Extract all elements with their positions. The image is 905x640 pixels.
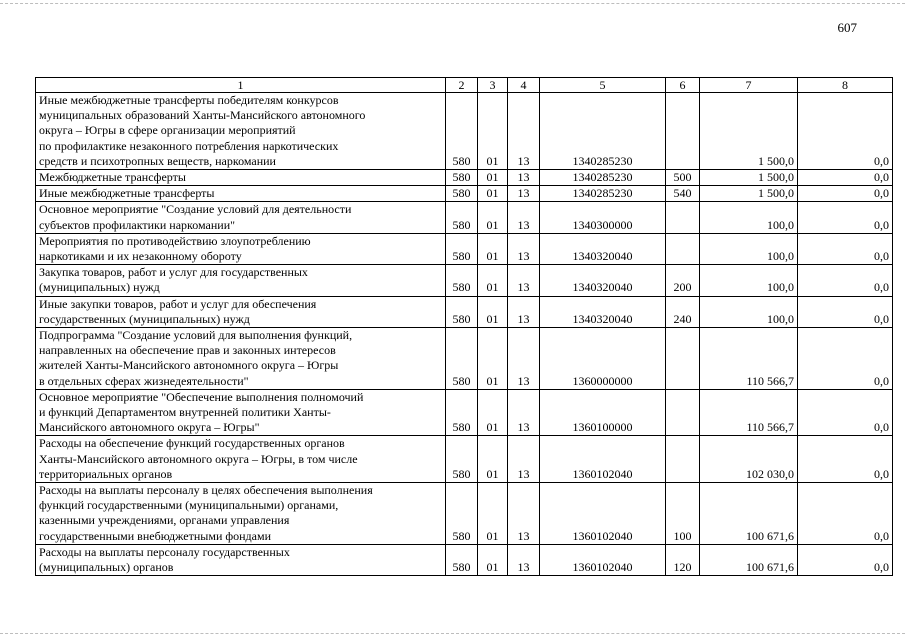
section-cell: 01 xyxy=(478,170,508,186)
budget-table xyxy=(35,77,893,576)
row-name-cell: Межбюджетные трансферты xyxy=(36,170,446,186)
section-cell: 01 xyxy=(478,389,508,436)
amount-2-cell: 0,0 xyxy=(798,328,893,390)
section-cell: 01 xyxy=(478,328,508,390)
amount-cell: 110 566,7 xyxy=(700,389,798,436)
section-cell: 01 xyxy=(478,544,508,575)
amount-2-cell: 0,0 xyxy=(798,202,893,233)
table-row xyxy=(36,93,893,170)
target-article-cell: 1360102040 xyxy=(540,544,666,575)
scan-artifact-top xyxy=(0,3,905,4)
target-article-cell: 1340300000 xyxy=(540,202,666,233)
row-name-cell: Иные межбюджетные трансферты xyxy=(36,186,446,202)
header-col-1: 1 xyxy=(36,78,446,93)
expense-type-cell xyxy=(666,328,700,390)
table-header-row xyxy=(36,78,893,93)
amount-cell: 100,0 xyxy=(700,233,798,264)
target-article-cell: 1340285230 xyxy=(540,93,666,170)
subsection-cell: 13 xyxy=(508,93,540,170)
row-name-cell: Основное мероприятие "Обеспечение выполнения полномочий и функций Департаментом внутренней политики Ханты- Мансийского автономного округа – Югры" xyxy=(36,389,446,436)
target-article-cell: 1340285230 xyxy=(540,170,666,186)
admin-code-cell: 580 xyxy=(446,483,478,545)
admin-code-cell: 580 xyxy=(446,93,478,170)
section-cell: 01 xyxy=(478,296,508,327)
admin-code-cell: 580 xyxy=(446,202,478,233)
subsection-cell: 13 xyxy=(508,170,540,186)
row-name-cell: Мероприятия по противодействию злоупотреблению наркотиками и их незаконному обороту xyxy=(36,233,446,264)
header-col-8: 8 xyxy=(798,78,893,93)
amount-2-cell: 0,0 xyxy=(798,296,893,327)
admin-code-cell: 580 xyxy=(446,170,478,186)
table-row xyxy=(36,544,893,575)
subsection-cell: 13 xyxy=(508,202,540,233)
target-article-cell: 1340285230 xyxy=(540,186,666,202)
target-article-cell: 1360102040 xyxy=(540,436,666,483)
admin-code-cell: 580 xyxy=(446,544,478,575)
amount-2-cell: 0,0 xyxy=(798,483,893,545)
header-col-5: 5 xyxy=(540,78,666,93)
amount-2-cell: 0,0 xyxy=(798,186,893,202)
target-article-cell: 1340320040 xyxy=(540,233,666,264)
header-col-2: 2 xyxy=(446,78,478,93)
subsection-cell: 13 xyxy=(508,296,540,327)
target-article-cell: 1340320040 xyxy=(540,265,666,296)
table-row xyxy=(36,436,893,483)
amount-cell: 110 566,7 xyxy=(700,328,798,390)
expense-type-cell xyxy=(666,233,700,264)
section-cell: 01 xyxy=(478,265,508,296)
target-article-cell: 1360000000 xyxy=(540,328,666,390)
table-row xyxy=(36,296,893,327)
row-name-cell: Основное мероприятие "Создание условий для деятельности субъектов профилактики наркомании" xyxy=(36,202,446,233)
amount-cell: 100 671,6 xyxy=(700,483,798,545)
table-row xyxy=(36,483,893,545)
subsection-cell: 13 xyxy=(508,265,540,296)
row-name-cell: Расходы на обеспечение функций государственных органов Ханты-Мансийского автономного округа – Югры, в том числе территориальных органов xyxy=(36,436,446,483)
amount-cell: 100,0 xyxy=(700,296,798,327)
expense-type-cell: 120 xyxy=(666,544,700,575)
row-name-cell: Расходы на выплаты персоналу государственных (муниципальных) органов xyxy=(36,544,446,575)
row-name-cell: Закупка товаров, работ и услуг для государственных (муниципальных) нужд xyxy=(36,265,446,296)
header-col-6: 6 xyxy=(666,78,700,93)
scan-artifact-bottom xyxy=(0,633,905,634)
subsection-cell: 13 xyxy=(508,483,540,545)
amount-cell: 100,0 xyxy=(700,265,798,296)
header-col-4: 4 xyxy=(508,78,540,93)
expense-type-cell: 100 xyxy=(666,483,700,545)
subsection-cell: 13 xyxy=(508,544,540,575)
amount-cell: 100 671,6 xyxy=(700,544,798,575)
section-cell: 01 xyxy=(478,186,508,202)
page-number: 607 xyxy=(837,20,857,35)
table-row xyxy=(36,186,893,202)
target-article-cell: 1360102040 xyxy=(540,483,666,545)
admin-code-cell: 580 xyxy=(446,389,478,436)
expense-type-cell: 540 xyxy=(666,186,700,202)
amount-2-cell: 0,0 xyxy=(798,233,893,264)
row-name-cell: Иные межбюджетные трансферты победителям конкурсов муниципальных образований Ханты-Мансийского автономного округа – Югры в сфере организации мероприятий по профилактике незаконного потребления наркотических средств и психотропных веществ, наркомании xyxy=(36,93,446,170)
amount-cell: 1 500,0 xyxy=(700,93,798,170)
admin-code-cell: 580 xyxy=(446,265,478,296)
subsection-cell: 13 xyxy=(508,436,540,483)
table-row xyxy=(36,202,893,233)
amount-2-cell: 0,0 xyxy=(798,389,893,436)
expense-type-cell: 500 xyxy=(666,170,700,186)
subsection-cell: 13 xyxy=(508,328,540,390)
table-row xyxy=(36,328,893,390)
subsection-cell: 13 xyxy=(508,233,540,264)
expense-type-cell xyxy=(666,93,700,170)
row-name-cell: Иные закупки товаров, работ и услуг для обеспечения государственных (муниципальных) нужд xyxy=(36,296,446,327)
amount-cell: 102 030,0 xyxy=(700,436,798,483)
expense-type-cell: 240 xyxy=(666,296,700,327)
admin-code-cell: 580 xyxy=(446,296,478,327)
amount-cell: 1 500,0 xyxy=(700,170,798,186)
row-name-cell: Расходы на выплаты персоналу в целях обеспечения выполнения функций государственными (муниципальными) органами, казенными учреждениями, органами управления государственными внебюджетными фондами xyxy=(36,483,446,545)
table-row xyxy=(36,233,893,264)
subsection-cell: 13 xyxy=(508,389,540,436)
admin-code-cell: 580 xyxy=(446,233,478,264)
section-cell: 01 xyxy=(478,483,508,545)
table-row xyxy=(36,265,893,296)
expense-type-cell: 200 xyxy=(666,265,700,296)
header-col-3: 3 xyxy=(478,78,508,93)
amount-cell: 100,0 xyxy=(700,202,798,233)
row-name-cell: Подпрограмма "Создание условий для выполнения функций, направленных на обеспечение прав и законных интересов жителей Ханты-Мансийского автономного округа – Югры в отдельных сферах жизнедеятельности" xyxy=(36,328,446,390)
header-col-7: 7 xyxy=(700,78,798,93)
section-cell: 01 xyxy=(478,233,508,264)
amount-2-cell: 0,0 xyxy=(798,436,893,483)
expense-type-cell xyxy=(666,436,700,483)
section-cell: 01 xyxy=(478,436,508,483)
amount-cell: 1 500,0 xyxy=(700,186,798,202)
amount-2-cell: 0,0 xyxy=(798,93,893,170)
expense-type-cell xyxy=(666,202,700,233)
section-cell: 01 xyxy=(478,93,508,170)
table-row xyxy=(36,389,893,436)
section-cell: 01 xyxy=(478,202,508,233)
table-row xyxy=(36,170,893,186)
admin-code-cell: 580 xyxy=(446,328,478,390)
admin-code-cell: 580 xyxy=(446,186,478,202)
expense-type-cell xyxy=(666,389,700,436)
target-article-cell: 1360100000 xyxy=(540,389,666,436)
amount-2-cell: 0,0 xyxy=(798,544,893,575)
amount-2-cell: 0,0 xyxy=(798,170,893,186)
admin-code-cell: 580 xyxy=(446,436,478,483)
target-article-cell: 1340320040 xyxy=(540,296,666,327)
amount-2-cell: 0,0 xyxy=(798,265,893,296)
subsection-cell: 13 xyxy=(508,186,540,202)
